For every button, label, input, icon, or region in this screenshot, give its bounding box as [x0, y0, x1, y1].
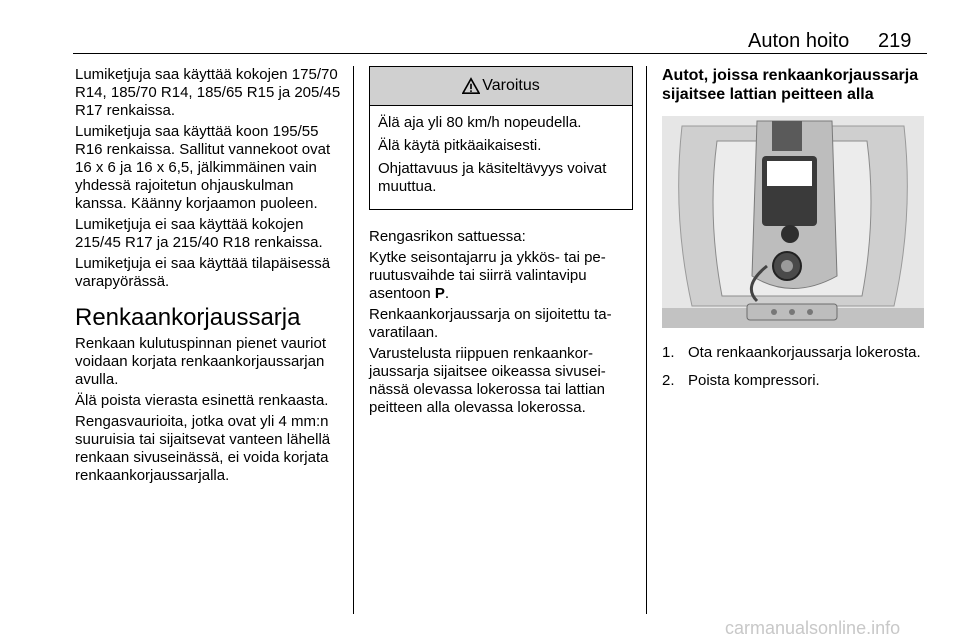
step-number: 1. — [662, 344, 675, 361]
warning-line: Ohjattavuus ja käsiteltävyys voivat muuttua. — [378, 160, 607, 195]
warning-title: Varoitus — [482, 77, 540, 94]
subsection-heading: Autot, joissa renkaankorjaussarja sijaitsee lattian peitteen alla — [662, 67, 919, 103]
step-text: Poista kompressori. — [688, 372, 820, 389]
column-divider — [353, 66, 354, 614]
gear-letter: P — [434, 285, 445, 302]
warning-header — [370, 67, 632, 106]
warning-line: Älä aja yli 80 km/h nopeudella. — [378, 114, 582, 131]
warning-box — [369, 66, 633, 210]
illustration — [662, 116, 924, 328]
period: . — [444, 285, 450, 302]
list-item — [662, 372, 928, 390]
section-heading: Renkaankorjaussarja — [75, 304, 301, 331]
paragraph: Varustelusta riippuen renkaankorjaussarja sijaitsee oikeassa sivuseinässä olevassa lokerossa tai lattian peitteen alla olevassa lokerossa. — [369, 345, 606, 416]
warning-line: Älä käytä pitkäaikaisesti. — [378, 137, 542, 154]
instruction-list — [662, 344, 928, 390]
column-1 — [75, 66, 347, 488]
column-2 — [369, 66, 633, 420]
header-rule — [73, 53, 927, 54]
paragraph-text: Kytke seisontajarru ja ykkös- tai peruutusvaihde tai siirrä valintavipu asentoon — [369, 249, 606, 302]
warning-triangle-icon — [462, 77, 480, 95]
paragraph: Älä poista vierasta esinettä renkaasta. — [75, 392, 329, 409]
paragraph: Rengasrikon sattuessa: — [369, 228, 526, 245]
page-number: 219 — [878, 30, 912, 52]
paragraph: Lumiketjuja ei saa käyttää kokojen 215/45 R17 ja 215/40 R18 renkaissa. — [75, 216, 323, 251]
list-item — [662, 344, 928, 362]
column-divider — [646, 66, 647, 614]
column-3 — [662, 66, 928, 400]
warning-body — [370, 106, 632, 209]
watermark-url: carmanualsonline.info — [725, 618, 901, 638]
paragraph: Renkaankorjaussarja on sijoitettu tavaratilaan. — [369, 306, 612, 341]
paragraph: Renkaan kulutuspinnan pienet vauriot voidaan korjata renkaankorjaussarjan avulla. — [75, 335, 327, 388]
paragraph: Lumiketjuja saa käyttää kokojen 175/70 R14, 185/70 R14, 185/65 R15 ja 205/45 R17 renkaissa. — [75, 66, 341, 119]
paragraph — [369, 249, 633, 303]
section-title: Auton hoito — [748, 30, 850, 52]
paragraph: Lumiketjuja saa käyttää koon 195/55 R16 renkaissa. Sallitut vannekoot ovat 16 x 6 ja 16 x 6,5, jälkimmäinen vain yhdessä rajoitetun ohjauskulman kanssa. Käänny korjaamon puoleen. — [75, 123, 331, 212]
step-text: Ota renkaankorjaussarja lokerosta. — [688, 344, 921, 361]
step-number: 2. — [662, 372, 675, 389]
paragraph: Lumiketjuja ei saa käyttää tilapäisessä varapyörässä. — [75, 255, 331, 290]
figure-trunk-floor-compartment — [662, 116, 924, 328]
paragraph: Rengasvaurioita, jotka ovat yli 4 mm:n suuruisia tai sijaitsevat vanteen lähellä renkaan sivuseinässä, ei voida korjata renkaankorjaussarjalla. — [75, 413, 331, 484]
